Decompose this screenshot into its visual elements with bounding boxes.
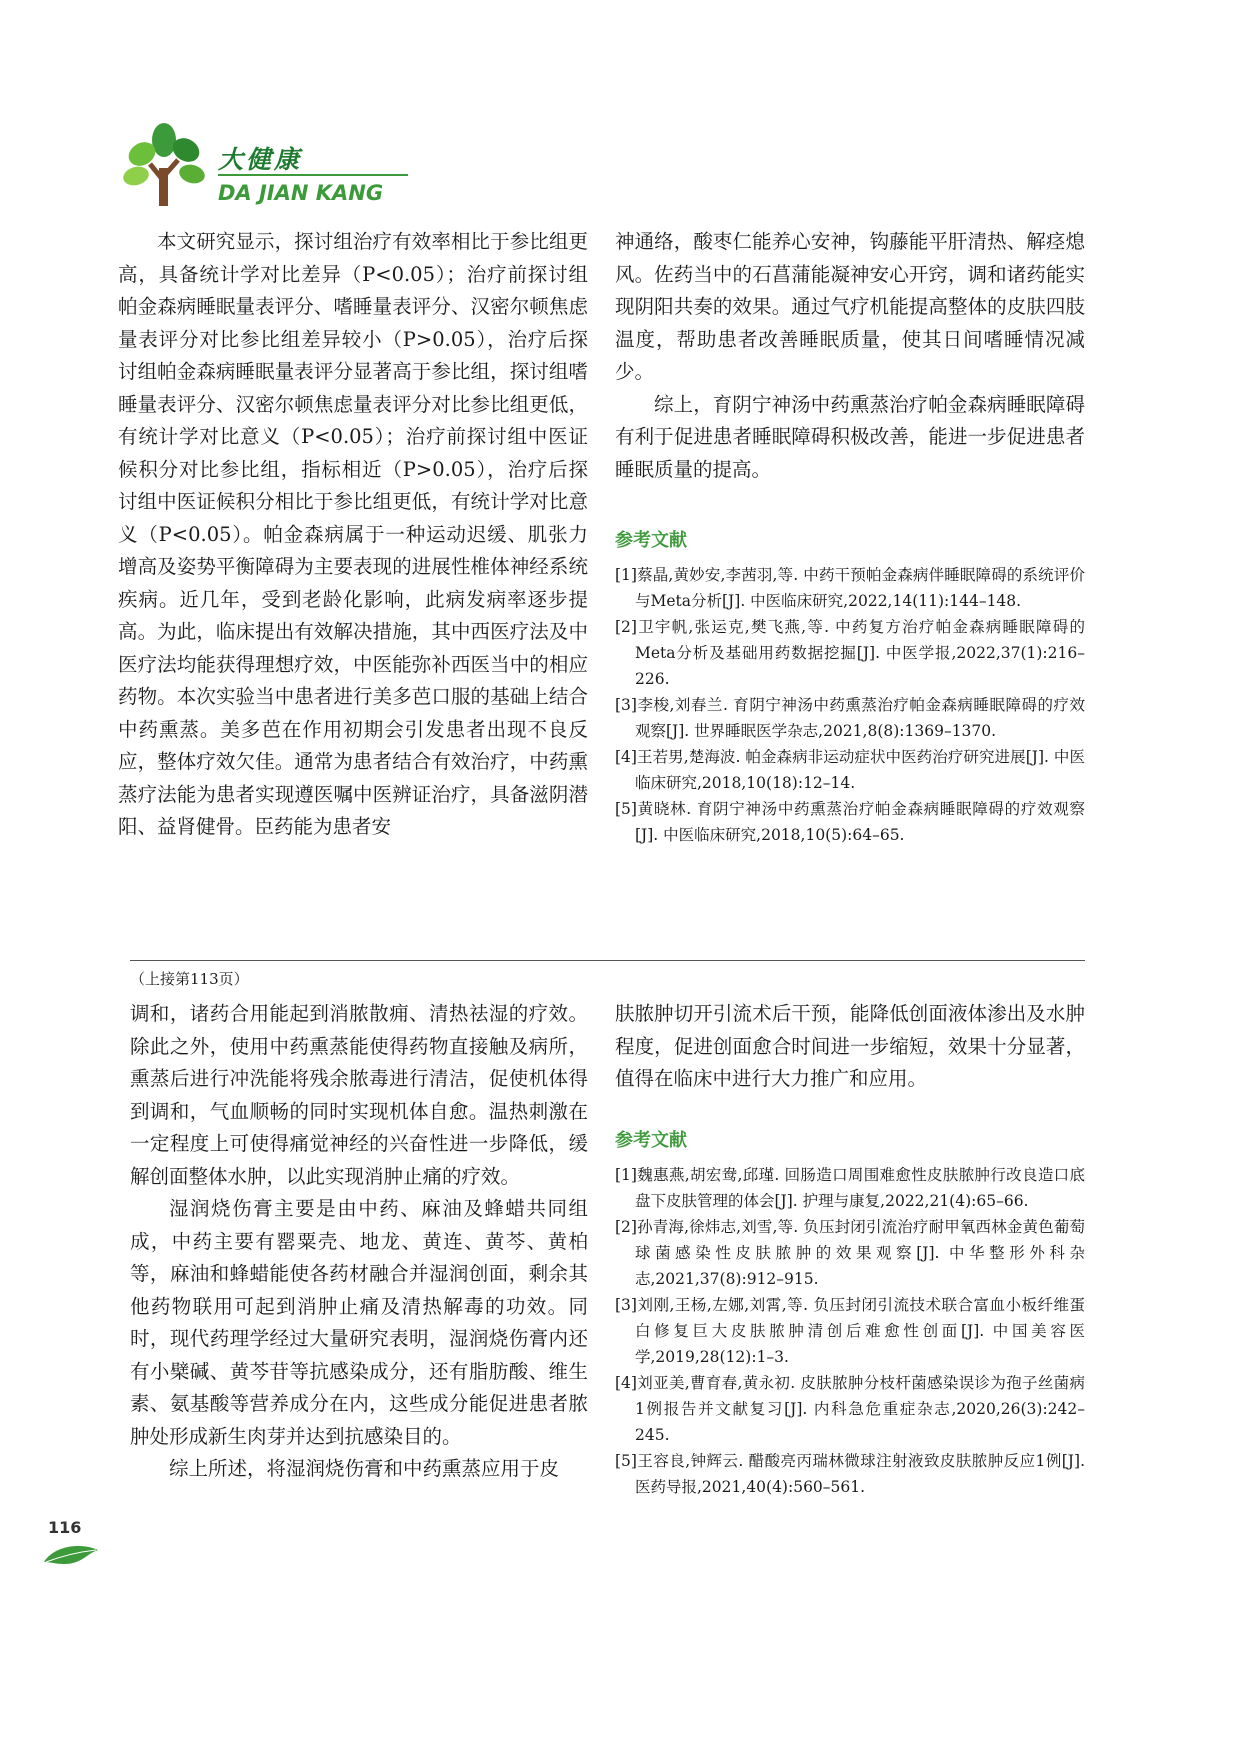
bottom-left-column [130,998,588,1486]
references-heading: 参考文献 [615,1129,687,1151]
reference-item: [5]黄晓林. 育阴宁神汤中药熏蒸治疗帕金森病睡眠障碍的疗效观察[J]. 中医临床研究,2018,10(5):64–65. [615,800,1085,844]
body-paragraph: 湿润烧伤膏主要是由中药、麻油及蜂蜡共同组成，中药主要有罂粟壳、地龙、黄连、黄芩、黄柏等，麻油和蜂蜡能使各药材融合并湿润创面，剩余其他药物联用可起到消肿止痛及清热解毒的功效。同时，现代药理学经过大量研究表明，湿润烧伤膏内还有小檗碱、黄芩苷等抗感染成分，还有脂肪酸、维生素、氨基酸等营养成分在内，这些成分能促进患者脓肿处形成新生肉芽并达到抗感染目的。 [130,1197,588,1448]
references-list [615,562,1085,848]
references-heading: 参考文献 [615,530,687,551]
body-paragraph: 神通络，酸枣仁能养心安神，钩藤能平肝清热、解痉熄风。佐药当中的石菖蒲能凝神安心开窍，调和诸药能实现阴阳共奏的效果。通过气疗机能提高整体的皮肤四肢温度，帮助患者改善睡眠质量，使其日间嗜睡情况减少。 [615,230,1085,383]
body-paragraph: 综上，育阴宁神汤中药熏蒸治疗帕金森病睡眠障碍有利于促进患者睡眠障碍积极改善，能进一步促进患者睡眠质量的提高。 [615,392,1085,481]
logo-english-title: DA JIAN KANG [218,181,384,205]
reference-item: [4]王若男,楚海波. 帕金森病非运动症状中医药治疗研究进展[J]. 中医临床研究,2018,10(18):12–14. [615,748,1085,792]
references-list [615,1162,1085,1500]
logo-chinese-title: 大健康 [218,145,303,174]
body-paragraph: 综上所述，将湿润烧伤膏和中药熏蒸应用于皮 [169,1457,560,1480]
top-left-column [118,226,588,844]
tree-icon [120,120,210,210]
reference-item: [4]刘亚美,曹育春,黄永初. 皮肤脓肿分枝杆菌感染误诊为孢子丝菌病1例报告并文献复习[J]. 内科急危重症杂志,2020,26(3):242–245. [615,1373,1085,1444]
journal-logo [120,120,420,210]
body-paragraph: 调和，诸药合用能起到消脓散痈、清热祛湿的疗效。除此之外，使用中药熏蒸能使得药物直接触及病所，熏蒸后进行冲洗能将残余脓毒进行清洁，促使机体得到调和，气血顺畅的同时实现机体自愈。温热刺激在一定程度上可使得痛觉神经的兴奋性进一步降低，缓解创面整体水肿，以此实现消肿止痛的疗效。 [130,1002,588,1188]
reference-item: [5]王容良,钟辉云. 醋酸亮丙瑞林微球注射液致皮肤脓肿反应1例[J]. 医药导报,2021,40(4):560–561. [615,1451,1085,1496]
leaf-icon [42,1542,102,1568]
reference-item: [1]魏惠燕,胡宏鸯,邱瑾. 回肠造口周围难愈性皮肤脓肿行改良造口底盘下皮肤管理的体会[J]. 护理与康复,2022,21(4):65–66. [615,1165,1085,1210]
body-paragraph: 肤脓肿切开引流术后干预，能降低创面液体渗出及水肿程度，促进创面愈合时间进一步缩短，效果十分显著，值得在临床中进行大力推广和应用。 [615,1002,1085,1090]
bottom-right-column [615,998,1085,1500]
page-number: 116 [48,1518,82,1537]
logo-divider [218,174,408,176]
top-right-column [615,226,1085,848]
reference-item: [2]孙青海,徐炜志,刘雪,等. 负压封闭引流治疗耐甲氧西林金黄色葡萄球菌感染性皮肤脓肿的效果观察[J]. 中华整形外科杂志,2021,37(8):912–915. [615,1217,1085,1288]
reference-item: [3]李梭,刘春兰. 育阴宁神汤中药熏蒸治疗帕金森病睡眠障碍的疗效观察[J]. 世界睡眠医学杂志,2021,8(8):1369–1370. [615,696,1085,740]
reference-item: [2]卫宇帆,张运克,樊飞燕,等. 中药复方治疗帕金森病睡眠障碍的Meta分析及基础用药数据挖掘[J]. 中医学报,2022,37(1):216–226. [615,618,1085,688]
reference-item: [1]蔡晶,黄妙安,李茜羽,等. 中药干预帕金森病伴睡眠障碍的系统评价与Meta分析[J]. 中医临床研究,2022,14(11):144–148. [615,566,1085,610]
reference-item: [3]刘刚,王杨,左娜,刘霄,等. 负压封闭引流技术联合富血小板纤维蛋白修复巨大皮肤脓肿清创后难愈性创面[J]. 中国美容医学,2019,28(12):1–3. [615,1295,1085,1366]
section-divider [130,960,1085,961]
continuation-note: （上接第113页） [130,970,249,988]
body-paragraph: 本文研究显示，探讨组治疗有效率相比于参比组更高，具备统计学对比差异（P<0.05）；治疗前探讨组帕金森病睡眠量表评分、嗜睡量表评分、汉密尔顿焦虑量表评分对比参比组差异较小（P>0.05），治疗后探讨组帕金森病睡眠量表评分显著高于参比组，探讨组嗜睡量表评分、汉密尔顿焦虑量表评分对比参比组更低，有统计学对比意义（P<0.05）；治疗前探讨组中医证候积分对比参比组，指标相近（P>0.05），治疗后探讨组中医证候积分相比于参比组更低，有统计学对比意义（P<0.05）。帕金森病属于一种运动迟缓、肌张力增高及姿势平衡障碍为主要表现的进展性椎体神经系统疾病。近几年，受到老龄化影响，此病发病率逐步提高。为此，临床提出有效解决措施，其中西医疗法及中医疗法均能获得理想疗效，中医能弥补西医当中的相应药物。本次实验当中患者进行美多芭口服的基础上结合中药熏蒸。美多芭在作用初期会引发患者出现不良反应，整体疗效欠佳。通常为患者结合有效治疗，中药熏蒸疗法能为患者实现遵医嘱中医辨证治疗，具备滋阴潜阳、益肾健骨。臣药能为患者安 [118,230,588,838]
